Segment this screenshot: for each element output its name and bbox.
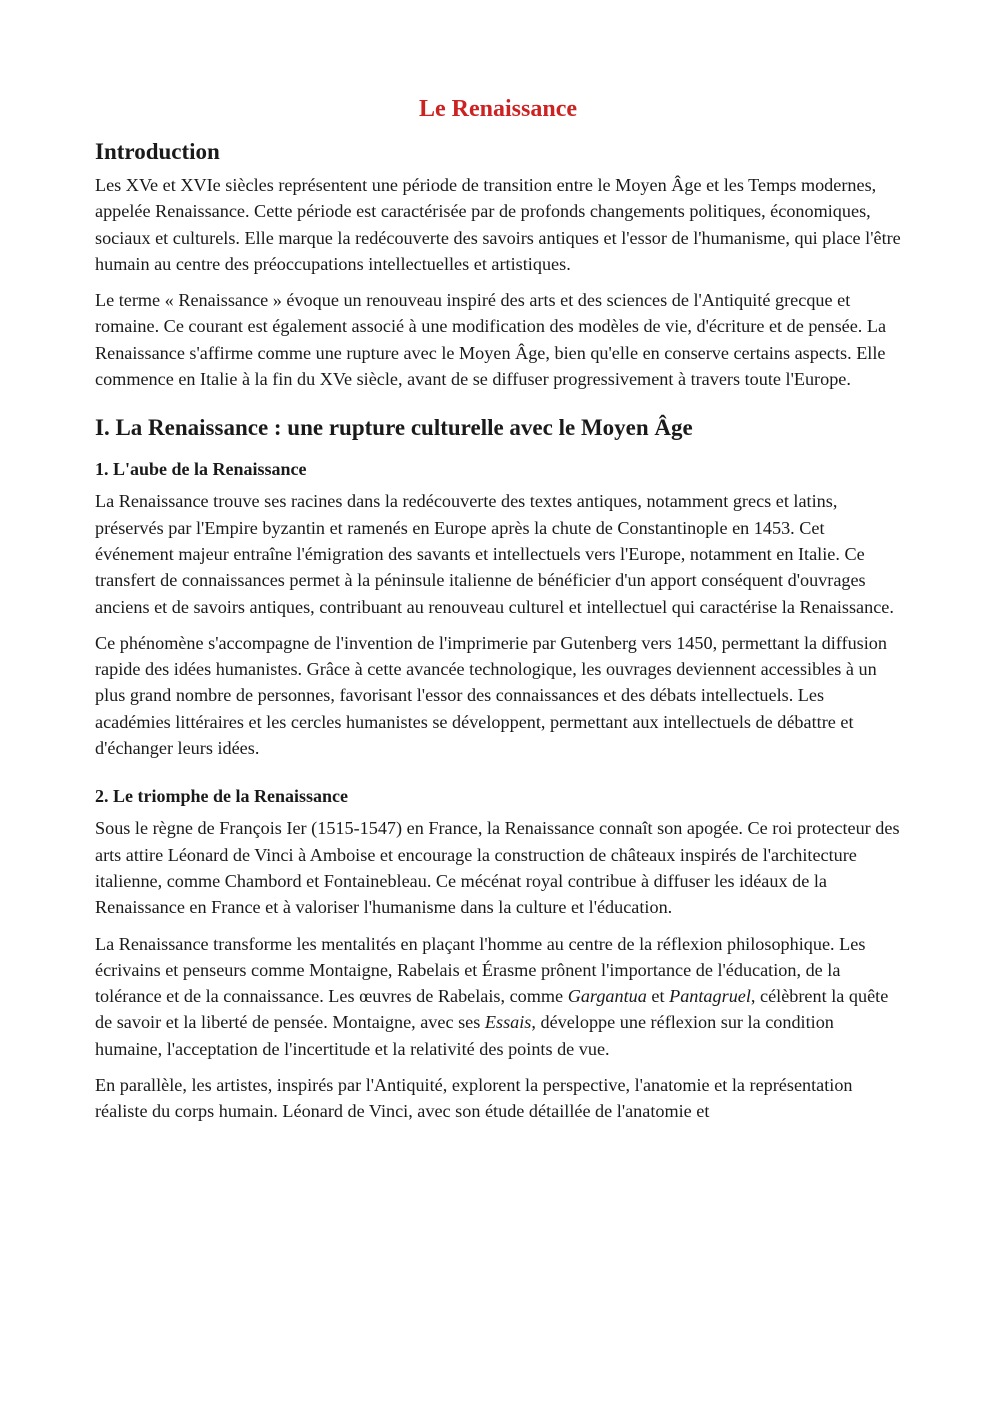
text-run: La Renaissance transforme les mentalités en plaçant l'homme au centre de la réflexion philosophique. Les écrivains et penseurs comme Montaigne, Rabelais et Érasme prônent l'importance de l'éducation, de la tolérance et de la connaissance. Les œuvres de Rabelais, comme [95, 933, 866, 1007]
subsection-1-heading: 1. L'aube de la Renaissance [95, 459, 307, 480]
document-page [95, 92, 901, 1135]
subsection-1-paragraph-2: Ce phénomène s'accompagne de l'invention de l'imprimerie par Gutenberg vers 1450, permettant la diffusion rapide des idées humanistes. Grâce à cette avancée technologique, les ouvrages deviennent accessibles à un plus grand nombre de personnes, favorisant l'essor des connaissances et des débats intellectuels. Les académies littéraires et les cercles humanistes se développent, permettant aux intellectuels de débattre et d'échanger leurs idées. [95, 632, 887, 759]
document-title: Le Renaissance [419, 96, 577, 122]
book-title-essais: Essais [484, 1012, 532, 1033]
text-run: , célèbrent la quête de savoir et la liberté de pensée. Montaigne, avec ses [95, 986, 889, 1033]
subsection-2-paragraph-1: Sous le règne de François Ier (1515-1547) en France, la Renaissance connaît son apogée. Ce roi protecteur des arts attire Léonard de Vinci à Amboise et encourage la construction de châteaux inspirés de l'architecture italienne, comme Chambord et Fontainebleau. Ce mécénat royal contribue à diffuser les idéaux de la Renaissance en France et à valoriser l'humanisme dans la culture et l'éducation. [95, 818, 900, 918]
subsection-1-paragraph-1: La Renaissance trouve ses racines dans la redécouverte des textes antiques, notamment grecs et latins, préservés par l'Empire byzantin et ramenés en Europe après la chute de Constantinople en 1453. Cet événement majeur entraîne l'émigration des savants et intellectuels vers l'Europe, notamment en Italie. Ce transfert de connaissances permet à la péninsule italienne de bénéficier d'un apport conséquent d'ouvrages anciens et de savoirs antiques, contribuant au renouveau culturel et intellectuel qui caractérise la Renaissance. [95, 491, 894, 617]
intro-paragraph-1: Les XVe et XVIe siècles représentent une période de transition entre le Moyen Âge et les Temps modernes, appelée Renaissance. Cette période est caractérisée par de profonds changements politiques, économiques, sociaux et culturels. Elle marque la redécouverte des savoirs antiques et l'essor de l'humanisme, qui place l'être humain au centre des préoccupations intellectuelles et artistiques. [95, 175, 901, 274]
book-title-pantagruel: Pantagruel [669, 986, 751, 1007]
subsection-2-paragraph-3: En parallèle, les artistes, inspirés par l'Antiquité, explorent la perspective, l'anatomie et la représentation réaliste du corps humain. Léonard de Vinci, avec son étude détaillée de l'anatomie et [95, 1075, 853, 1122]
intro-heading: Introduction [95, 139, 220, 164]
intro-paragraph-2: Le terme « Renaissance » évoque un renouveau inspiré des arts et des sciences de l'Antiquité grecque et romaine. Ce courant est également associé à une modification des modèles de vie, d'écriture et de pensée. La Renaissance s'affirme comme une rupture avec le Moyen Âge, bien qu'elle en conserve certains aspects. Elle commence en Italie à la fin du XVe siècle, avant de se diffuser progressivement à travers toute l'Europe. [95, 290, 887, 390]
section-1-heading: I. La Renaissance : une rupture culturelle avec le Moyen Âge [95, 415, 693, 441]
text-run: et [646, 986, 670, 1007]
subsection-2-paragraph-2 [95, 931, 901, 1062]
subsection-2-heading: 2. Le triomphe de la Renaissance [95, 786, 348, 807]
text-run: , développe une réflexion sur la condition humaine, l'acceptation de l'incertitude et la relativité des points de vue. [95, 1012, 834, 1059]
book-title-gargantua: Gargantua [567, 986, 647, 1007]
